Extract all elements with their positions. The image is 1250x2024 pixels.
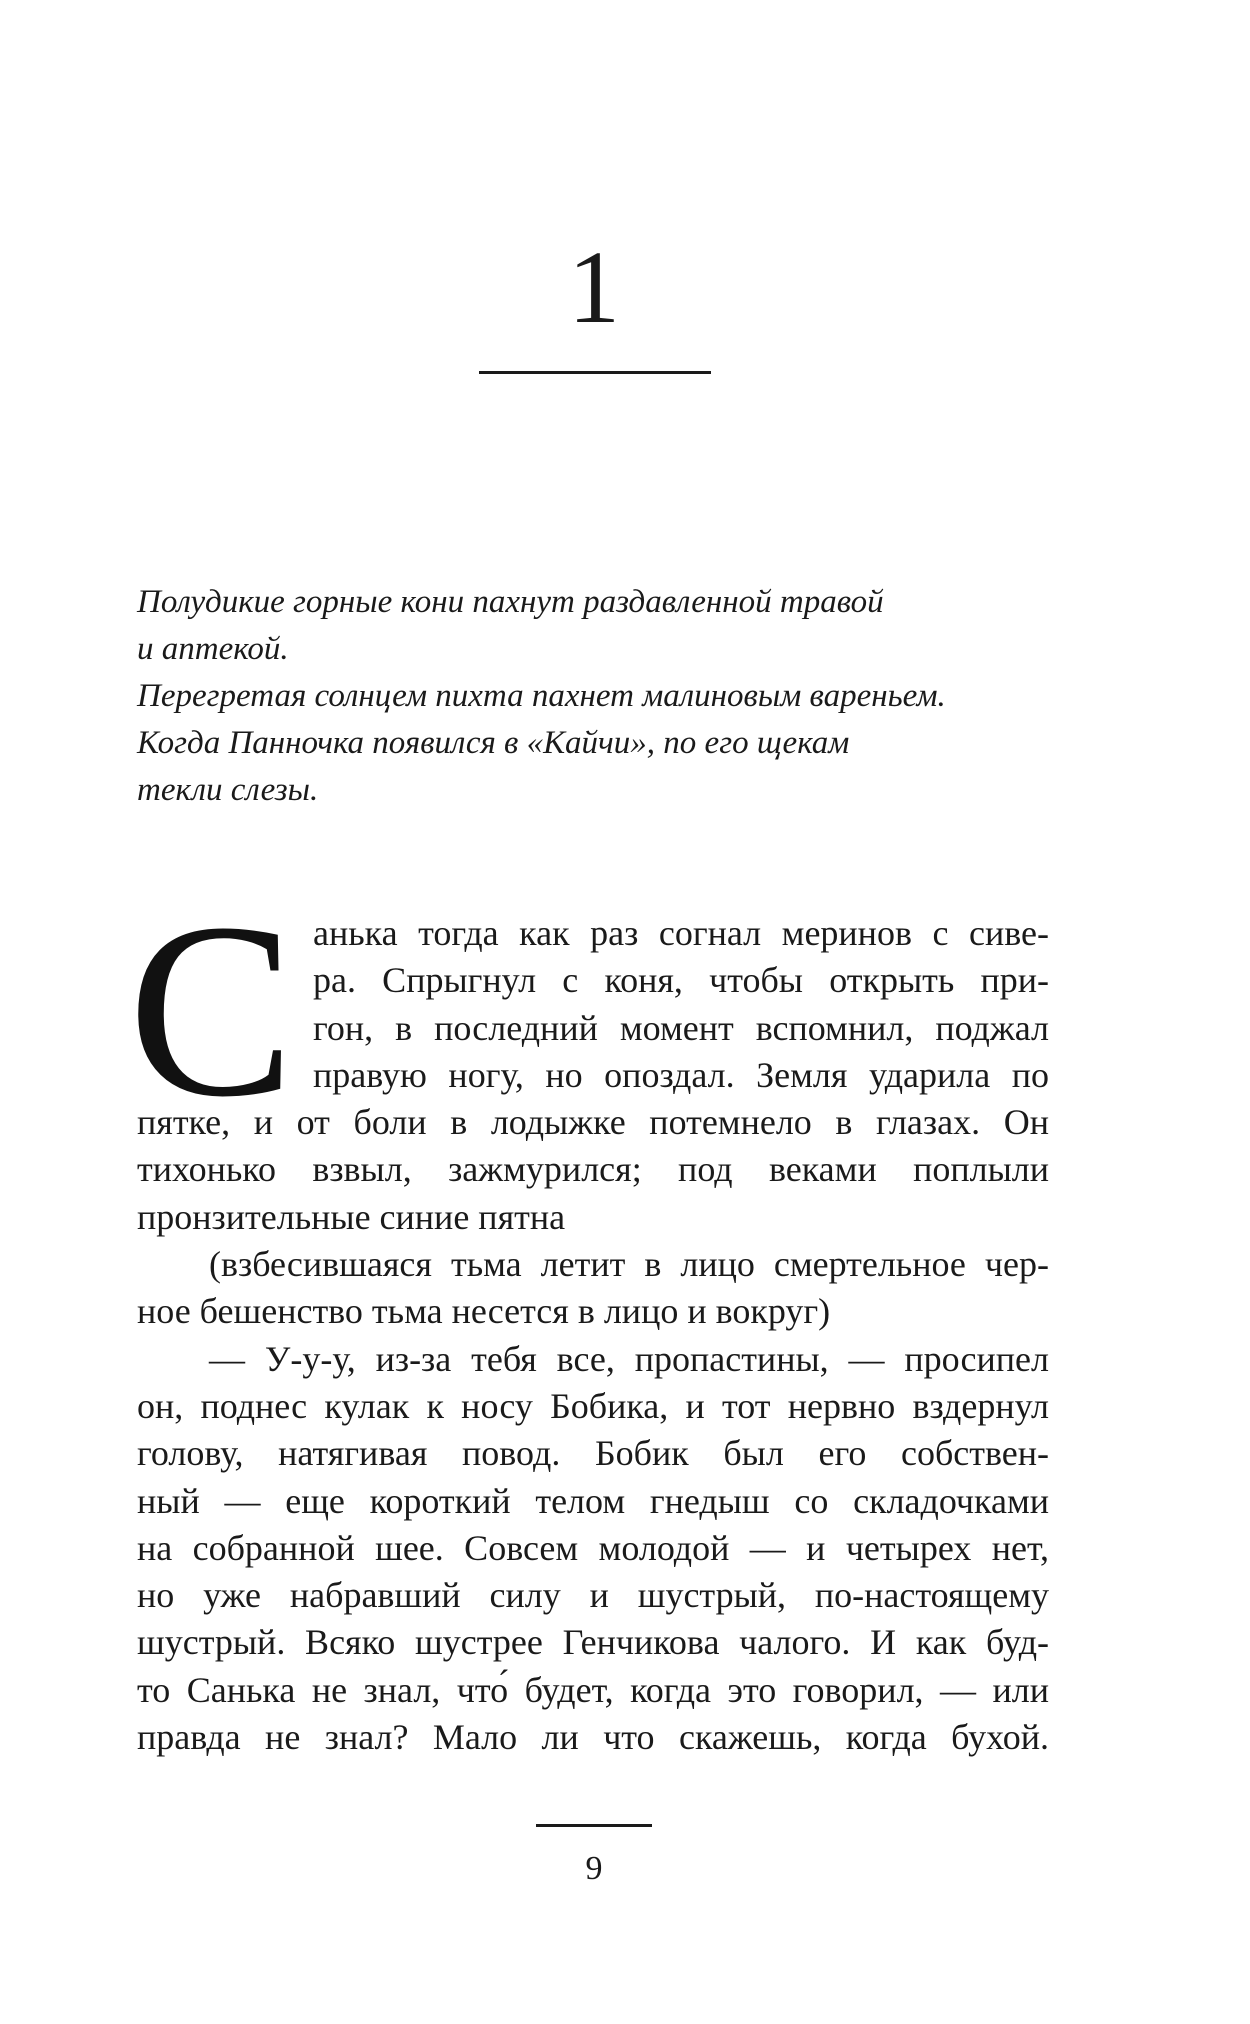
body-line: анька тогда как раз согнал меринов с сиве- [313,913,1049,953]
body-line: тихонько взвыл, зажмурился; под веками поплыли [137,1149,1049,1190]
body-line: то Санька не знал, что́ будет, когда это говорил, — или [137,1669,1049,1710]
body-line: пятке, и от боли в лодыжке потемнело в глазах. Он [137,1102,1049,1143]
body-line: (взбесившаяся тьма летит в лицо смертельное чер- [209,1244,1049,1285]
body-line: пронзительные синие пятна [137,1196,566,1237]
epigraph-line: Перегретая солнцем пихта пахнет малиновым вареньем. [137,678,946,714]
footer-divider [536,1824,652,1827]
chapter-divider [479,371,711,374]
body-line: — У-у-у, из-за тебя все, пропастины, — просипел [209,1338,1049,1379]
body-line: ра. Спрыгнул с коня, чтобы открыть при- [313,960,1049,1001]
page-number: 9 [585,1850,603,1887]
body-line: на собранной шее. Совсем молодой — и четырех нет, [137,1527,1049,1568]
body-line: ный — еще короткий телом гнедыш со складочками [137,1480,1049,1521]
epigraph-line: текли слезы. [137,772,319,808]
epigraph-line: Когда Панночка появился в «Кайчи», по его щекам [137,725,850,761]
body-line: правда не знал? Мало ли что скажешь, когда бухой. [137,1717,1049,1758]
body-line: он, поднес кулак к носу Бобика, и тот нервно вздернул [137,1385,1049,1426]
body-line: ное бешенство тьма несется в лицо и вокруг) [137,1291,831,1332]
chapter-number: 1 [568,230,620,345]
body-line: гон, в последний момент вспомнил, поджал [313,1007,1049,1048]
epigraph-line: и аптекой. [137,631,289,667]
body-line: правую ногу, но опоздал. Земля ударила по [313,1054,1049,1095]
body-line: голову, натягивая повод. Бобик был его собствен- [137,1433,1049,1474]
body-text [137,910,1049,1761]
epigraph [137,579,1057,814]
body-line: но уже набравший силу и шустрый, по-настоящему [137,1575,1049,1616]
body-line: шустрый. Всяко шустрее Генчикова чалого. И как буд- [137,1622,1049,1663]
epigraph-line: Полудикие горные кони пахнут раздавленной травой [137,584,884,620]
drop-cap: С [128,872,295,1149]
